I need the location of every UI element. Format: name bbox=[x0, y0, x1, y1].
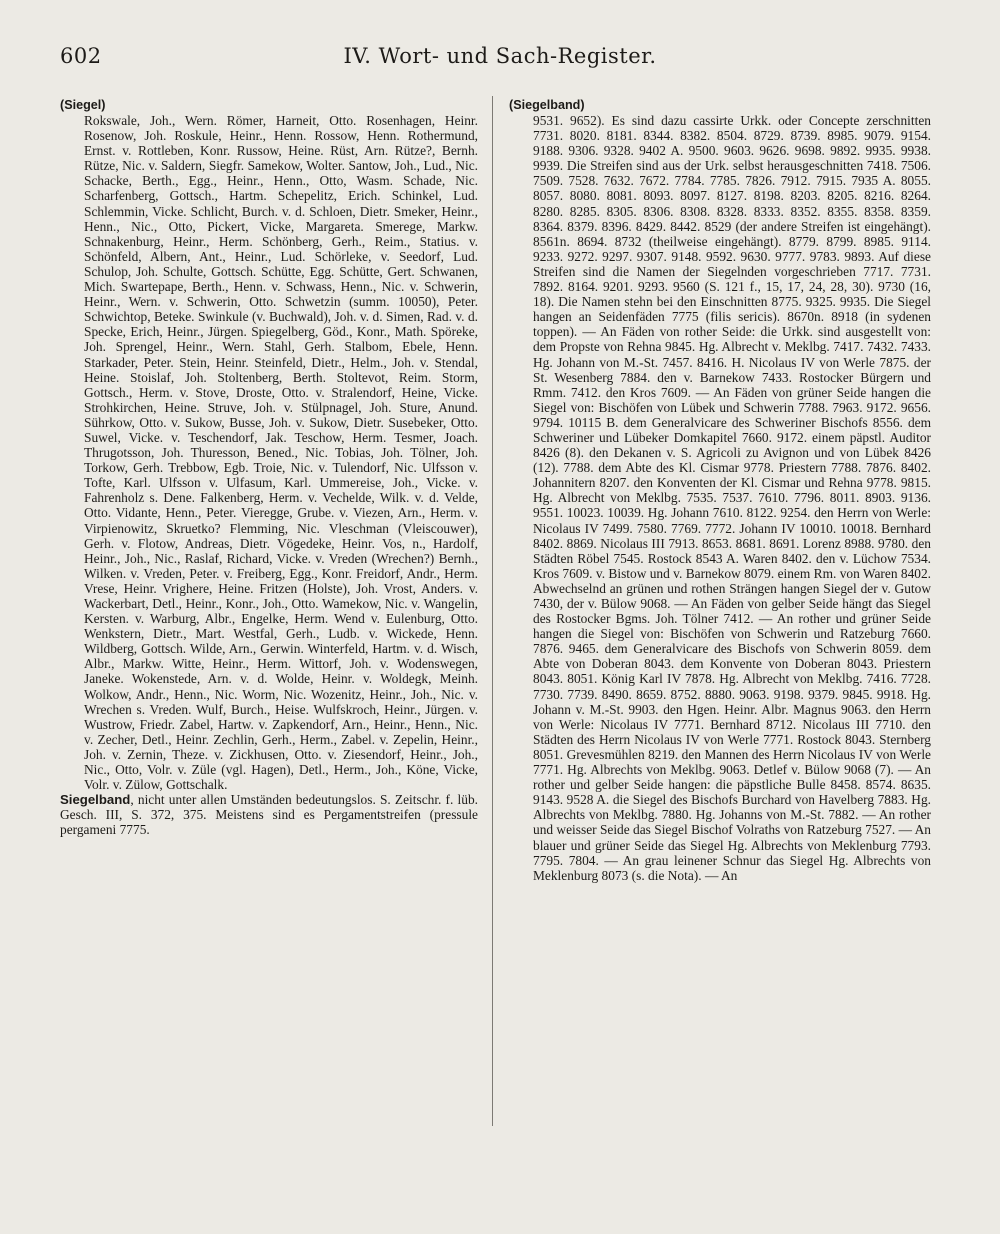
page-number: 602 bbox=[60, 44, 102, 68]
siegel-name-list: Rokswale, Joh., Wern. Römer, Harneit, Otto. Rosenhagen, Heinr. Rosenow, Joh. Roskule, Heinr., Henn. Rossow, Henn. Rothermund, Ernst. v. Rottleben, Konr. Russow, Heine. Rüst, Arn. Rütze?, Bernh. Rütze, Nic. v. Saldern, Siegfr. Samekow, Wolter. Santow, Joh., Lud., Nic. Schacke, Berth., Egg., Heinr., Henn., Otto, Wasm. Schade, Nic. Scharfenberg, Gottsch., Hartm. Schepelitz, Erich. Schinkel, Lud. Schlemmin, Vicke. Schlicht, Burch. v. d. Schloen, Dietr. Smeker, Heinr., Henn., Nic., Otto, Pickert, Vicke, Margareta. Smerege, Markw. Schnakenburg, Heinr., Herm. Schönberg, Gerh., Reim., Statius. v. Schönfeld, Albern, Ant., Heinr., Lud. Schörleke, v. Seedorf, Lud. Schulop, Joh. Schulte, Gottsch. Schütte, Egg. Schütte, Gert. Schwanen, Mich. Swartepape, Berth., Henn. v. Schwass, Henn., Nic. v. Schwerin, Heinr., Wern. v. Schwerin, Otto. Schwetzin (summ. 10050), Peter. Schwichtop, Beteke. Swinkule (v. Buchwald), Joh. v. d. Simen, Rad. v. d. Specke, Erich, Heinr., Jürgen. Spiegelberg, Göd., Konr., Math. Spöreke, Joh. Sprengel, Heinr., Wern. Stahl, Gerh. Stalbom, Ebele, Henn. Starkader, Peter. Stein, Heinr. Steinfeld, Dietr., Helm., Joh. v. Stendal, Heine. Stoislaf, Joh. Stoltenberg, Berth. Stoltevot, Reim. Storm, Gottsch., Herm. v. Stove, Droste, Otto. v. Stralendorf, Heine, Vicke. Strohkirchen, Heine. Struve, Joh. v. Stülpnagel, Joh. Sture, Anund. Sührkow, Otto. v. Sukow, Busse, Joh. v. Sukow, Dietr. Susebeker, Otto. Suwel, Vicke. v. Teschendorf, Jak. Teschow, Herm. Tesmer, Joach. Thrugotsson, Joh. Thuresson, Bened., Nic. Tobias, Joh. Tölner, Joh. Torkow, Gerh. Trebbow, Egb. Troie, Nic. v. Tulendorf, Nic. Ulfsson v. Tofte, Karl. Ulfsson v. Ulfasum, Karl. Ummereise, Joh., Vicke. v. Fahrenholz s. Dene. Falkenberg, Herm. v. Vechelde, Wilk. v. d. Velde, Otto. Vidante, Henn., Peter. Vieregge, Grube. v. Viezen, Arn., Herm. v. Virpienowitz, Skruetko? Flemming, Nic. Vleschman (Vleiscouwer), Gerh. v. Flotow, Andreas, Dietr. Vögedeke, Heinr. Vos, n., Hardolf, Heinr., Joh., Nic., Raslaf, Richard, Vicke. v. Vreden (Wrechen?) Bernh., Wilken. v. Vreden, Peter. v. Freiberg, Egg., Konr. Freidorf, Andr., Herm. Vrese, Heinr. Vrighere, Heine. Fritzen (Holste), Joh. Vrost, Anders. v. Wackerbart, Detl., Heinr., Konr., Joh., Otto. Wamekow, Nic. v. Wangelin, Kersten. v. Warburg, Albr., Engelke, Herm. Wend v. Eulenburg, Otto. Wenkstern, Dietr., Mart. Westfal, Gerh., Ludb. v. Wickede, Henn. Wildberg, Gottsch. Wilde, Arn., Gerwin. Winterfeld, Hartm. v. d. Wisch, Albr., Markw. Witte, Heinr., Herm. Wittorf, Joh. v. Wodenswegen, Janeke. Wokenstede, Arn. v. d. Wolde, Heinr. v. Woldegk, Meinh. Wolkow, Andr., Henn., Nic. Worm, Nic. Wozenitz, Heinr., Joh., Nic. v. Wrechen s. Vreden. Wulf, Burch., Heise. Wulfskroch, Heinr., Jürgen. v. Wustrow, Friedr. Zabel, Hartw. v. Zapkendorf, Arn., Heinr., Henn., Nic. v. Zecher, Detl., Heinr. Zechlin, Gerh., Herm., Zabel. v. Zepelin, Heinr., Joh. v. Zernin, Theze. v. Zickhusen, Otto. v. Ziesendorf, Heinr., Joh., Nic., Otto, Volr. v. Züle (vgl. Hagen), Detl., Herm., Joh., Köne, Vicke, Volr. v. Zülow, Gottschalk. bbox=[84, 113, 478, 793]
siegel-continuation bbox=[60, 113, 478, 792]
running-head: IV. Wort- und Sach-Register. bbox=[343, 44, 657, 68]
right-column bbox=[509, 98, 931, 883]
siegelband-lemma: Siegelband bbox=[60, 792, 131, 808]
page-header bbox=[60, 44, 940, 74]
siegelband-entry bbox=[60, 792, 478, 837]
siegelband-entry-text: , nicht unter allen Umständen bedeutungslos. S. Zeitschr. f. lüb. Gesch. III, S. 372, 375. Meistens sind es Pergamentstreifen (pressule pergameni 7775. bbox=[60, 792, 478, 838]
left-column-heading: (Siegel) bbox=[60, 98, 106, 112]
siegelband-continuation: 9531. 9652). Es sind dazu cassirte Urkk. oder Concepte zerschnitten 7731. 8020. 8181. 8344. 8382. 8504. 8729. 8739. 8985. 9079. 9154. 9188. 9306. 9328. 9402 A. 9500. 9603. 9626. 9698. 9892. 9935. 9938. 9939. Die Streifen sind aus der Urk. selbst herausgeschnitten 7418. 7506. 7509. 7528. 7632. 7672. 7784. 7785. 7826. 7912. 7915. 7935 A. 8055. 8057. 8080. 8081. 8093. 8097. 8127. 8198. 8203. 8205. 8216. 8264. 8280. 8285. 8305. 8306. 8308. 8328. 8333. 8352. 8355. 8358. 8359. 8364. 8379. 8396. 8429. 8442. 8529 (der andere Streifen ist eingehängt). 8561n. 8694. 8732 (theilweise eingehängt). 8779. 8799. 8985. 9114. 9233. 9272. 9297. 9307. 9148. 9592. 9630. 9777. 9783. 9893. Auf diese Streifen sind die Namen der Siegelnden vorgeschrieben 7717. 7731. 7892. 8164. 9201. 9293. 9560 (S. 121 f., 15, 17, 24, 28, 30). 9730 (16, 18). Die Namen stehn bei den Einschnitten 8775. 9325. 9935. Die Siegel hangen an Seidenfäden 7775 (filis sericis). 8670n. 8918 (in sydenen toppen). — An Fäden von rother Seide: die Urkk. sind ausgestellt von: dem Propste von Rehna 9845. Hg. Albrecht v. Meklbg. 7417. 7432. 7433. Hg. Johann von M.-St. 7457. 8416. H. Nicolaus IV von Werle 7875. der St. Wesenberg 7884. den v. Barnekow 7433. Rostocker Bürgern und Rmm. 7412. den Kros 7609. — An Fäden von grüner Seide hangen die Siegel von: Bischöfen von Lübek und Schwerin 7788. 7963. 9172. 9656. 9794. 10115 B. dem Generalvicare des Schweriner Bischofs 8556. dem Schweriner und Lübeker Domkapitel 7660. 9172. einem päpstl. Auditor 8426 (8). den Dekanen v. S. Agricoli zu Avignon und von Lübek 8426 (12). 7788. dem Abte des Kl. Cismar 9778. Priestern 7788. 7876. 8402. Johannitern 8207. den Konventen der Kl. Cismar und Rehna 9778. 9815. Hg. Albrecht von Meklbg. 7535. 7537. 7610. 7796. 8011. 8903. 9136. 9551. 10023. 10039. Hg. Johann 7610. 8122. 9254. den Herrn von Werle: Nicolaus IV 7499. 7580. 7769. 7772. Johann IV 10010. 10018. Bernhard 8402. 8869. Nicolaus III 7913. 8653. 8681. 8691. Lorenz 8988. 9780. den Städten Röbel 7545. Rostock 8543 A. Waren 8402. den v. Lüchow 7534. Kros 7609. v. Bistow und v. Barnekow 8079. einem Rm. von Waren 8402. Abwechselnd an grünen und rothen Strängen hangen Siegel der v. Gutow 7430, der v. Bülow 9068. — An Fäden von gelber Seide hängt das Siegel des Rostocker Bgms. Joh. Tölner 7412. — An rother und grüner Seide hangen die Siegel von: Bischöfen von Schwerin und Ratzeburg 7660. 7876. 9465. dem Generalvicare des Bischofs von Schwerin 8059. dem Abte von Doberan 8043. dem Konvente von Doberan 8043. Priestern 8043. 8051. König Karl IV 7878. Hg. Albrecht von Meklbg. 7416. 7728. 7730. 7739. 8490. 8659. 8752. 8880. 9063. 9198. 9379. 9845. 9918. Hg. Johann v. M.-St. 9903. den Hgen. Heinr. Albr. Magnus 9063. den Herrn von Werle: Nicolaus IV 7771. Bernhard 8712. Nicolaus III 7710. den Städten des Herrn Nicolaus IV von Werle 7771. Rostock 8043. Sternberg 8051. Grevesmühlen 8219. den Mannen des Herrn Nicolaus IV von Werle 7771. Hg. Albrechts von Meklbg. 9063. Detlef v. Bülow 9068 (7). — An rother und gelber Seide hangen: die päpstliche Bulle 8458. 8574. 8635. 9143. 9528 A. die Siegel des Bischofs Burchard von Havelberg 7883. Hg. Albrechts von Meklbg. 7880. Hg. Johanns von M.-St. 7882. — An rother und weisser Seide das Siegel Bischof Volraths von Ratzeburg 7527. — An blauer und grüner Seide das Siegel Hg. Albrechts von Meklenburg 7793. 7795. 7804. — An grau leinener Schnur das Siegel Hg. Albrechts von Meklenburg 8073 (s. die Nota). — An bbox=[533, 113, 931, 883]
column-rule bbox=[492, 96, 493, 1126]
left-column bbox=[60, 98, 478, 838]
right-column-heading: (Siegelband) bbox=[509, 98, 585, 112]
